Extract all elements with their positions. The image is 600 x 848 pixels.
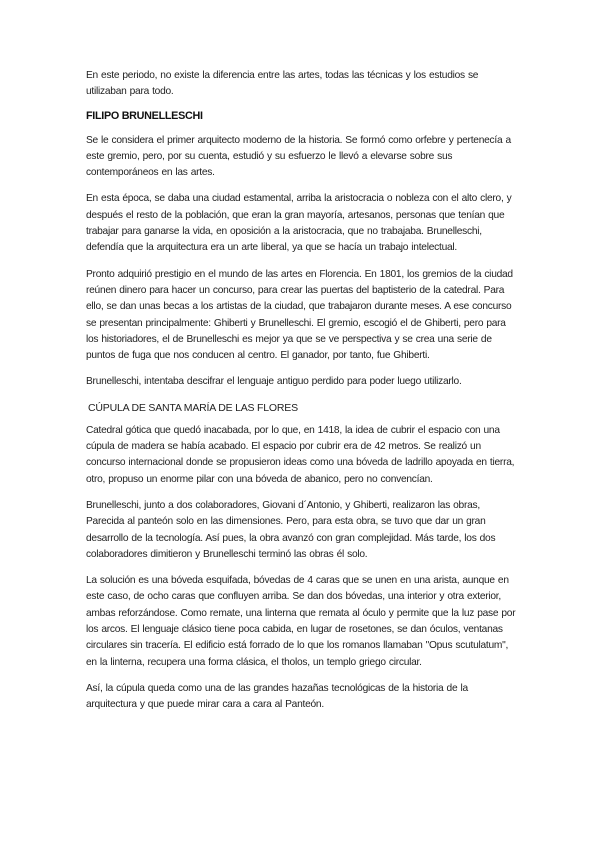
paragraph: Catedral gótica que quedó inacabada, por lo que, en 1418, la idea de cubrir el espacio con una cúpula de madera se había acabado. El espacio por cubrir era de 42 metros. Se realizó un concurso internacional donde se propusieron ideas como una bóveda de ladrillo apoyada en tierra, otro, propuso un enorme pilar con una bóveda de abanico, pero no convencían. bbox=[86, 424, 515, 485]
paragraph: Brunelleschi, junto a dos colaboradores, Giovani d´Antonio, y Ghiberti, realizaron las obras, Parecida al panteón solo en las dimensiones. Pero, para esta obra, se tuvo que dar un gran desarrollo de la tecnología. Así pues, la obra avanzó con gran complejidad. Más tarde, los dos colaboradores dimitieron y Brunelleschi terminó las obras él solo. bbox=[86, 499, 496, 560]
paragraph: Brunelleschi, intentaba descifrar el lenguaje antiguo perdido para poder luego utilizarlo. bbox=[86, 376, 462, 388]
paragraph: Así, la cúpula queda como una de las grandes hazañas tecnológicas de la historia de la arquitectura y que puede mirar cara a cara al Panteón. bbox=[86, 682, 468, 711]
intro-paragraph: En este periodo, no existe la diferencia entre las artes, todas las técnicas y los estudios se utilizaban para todo. bbox=[86, 70, 479, 98]
paragraph: En esta época, se daba una ciudad estamental, arriba la aristocracia o nobleza con el alto clero, y después el resto de la población, que eran la gran mayoría, artesanos, personas que tenían que trabajar para ganarse la vida, en oposición a la aristocracia, que no trabajaba. Brunelleschi, defendía que la arquitectura era un arte liberal, ya que se hacía un trabajo intelectual. bbox=[86, 193, 512, 254]
paragraph: Se le considera el primer arquitecto moderno de la historia. Se formó como orfebre y pertenecía a este gremio, pero, por su cuenta, estudió y su esfuerzo le llevó a elevarse sobre sus contemporáneos en las artes. bbox=[86, 134, 511, 179]
section-heading-cupula: CÚPULA DE SANTA MARÍA DE LAS FLORES bbox=[88, 401, 298, 414]
section-heading-brunelleschi: FILIPO BRUNELLESCHI bbox=[86, 109, 203, 122]
document-page bbox=[86, 68, 516, 724]
paragraph: Pronto adquirió prestigio en el mundo de las artes en Florencia. En 1801, los gremios de la ciudad reúnen dinero para hacer un concurso, para crear las puertas del baptisterio de la catedral. Para ello, se dan unas becas a los artistas de la ciudad, que trabajaron durante meses. A ese concurso se presentan principalmente: Ghiberti y Brunelleschi. El gremio, escogió el de Ghiberti, pero para los historiadores, el de Brunelleschi es mejor ya que se ve perspectiva y se crea una serie de puntos de fuga que nos conducen al centro. El ganador, por tanto, fue Ghiberti. bbox=[86, 268, 513, 362]
paragraph: La solución es una bóveda esquifada, bóvedas de 4 caras que se unen en una arista, aunque en este caso, de ocho caras que confluyen arriba. Se dan dos bóvedas, una interior y otra exterior, ambas reforzándose. Como remate, una linterna que remata al óculo y permite que la luz pase por los arcos. El lenguaje clásico tiene poca cabida, en lugar de rosetones, se dan óculos, ventanas circulares sin tracería. El edificio está forrado de lo que los romanos llamaban "Opus scutulatum", en la linterna, recupera una forma clásica, el tholos, un templo griego circular. bbox=[86, 575, 516, 668]
